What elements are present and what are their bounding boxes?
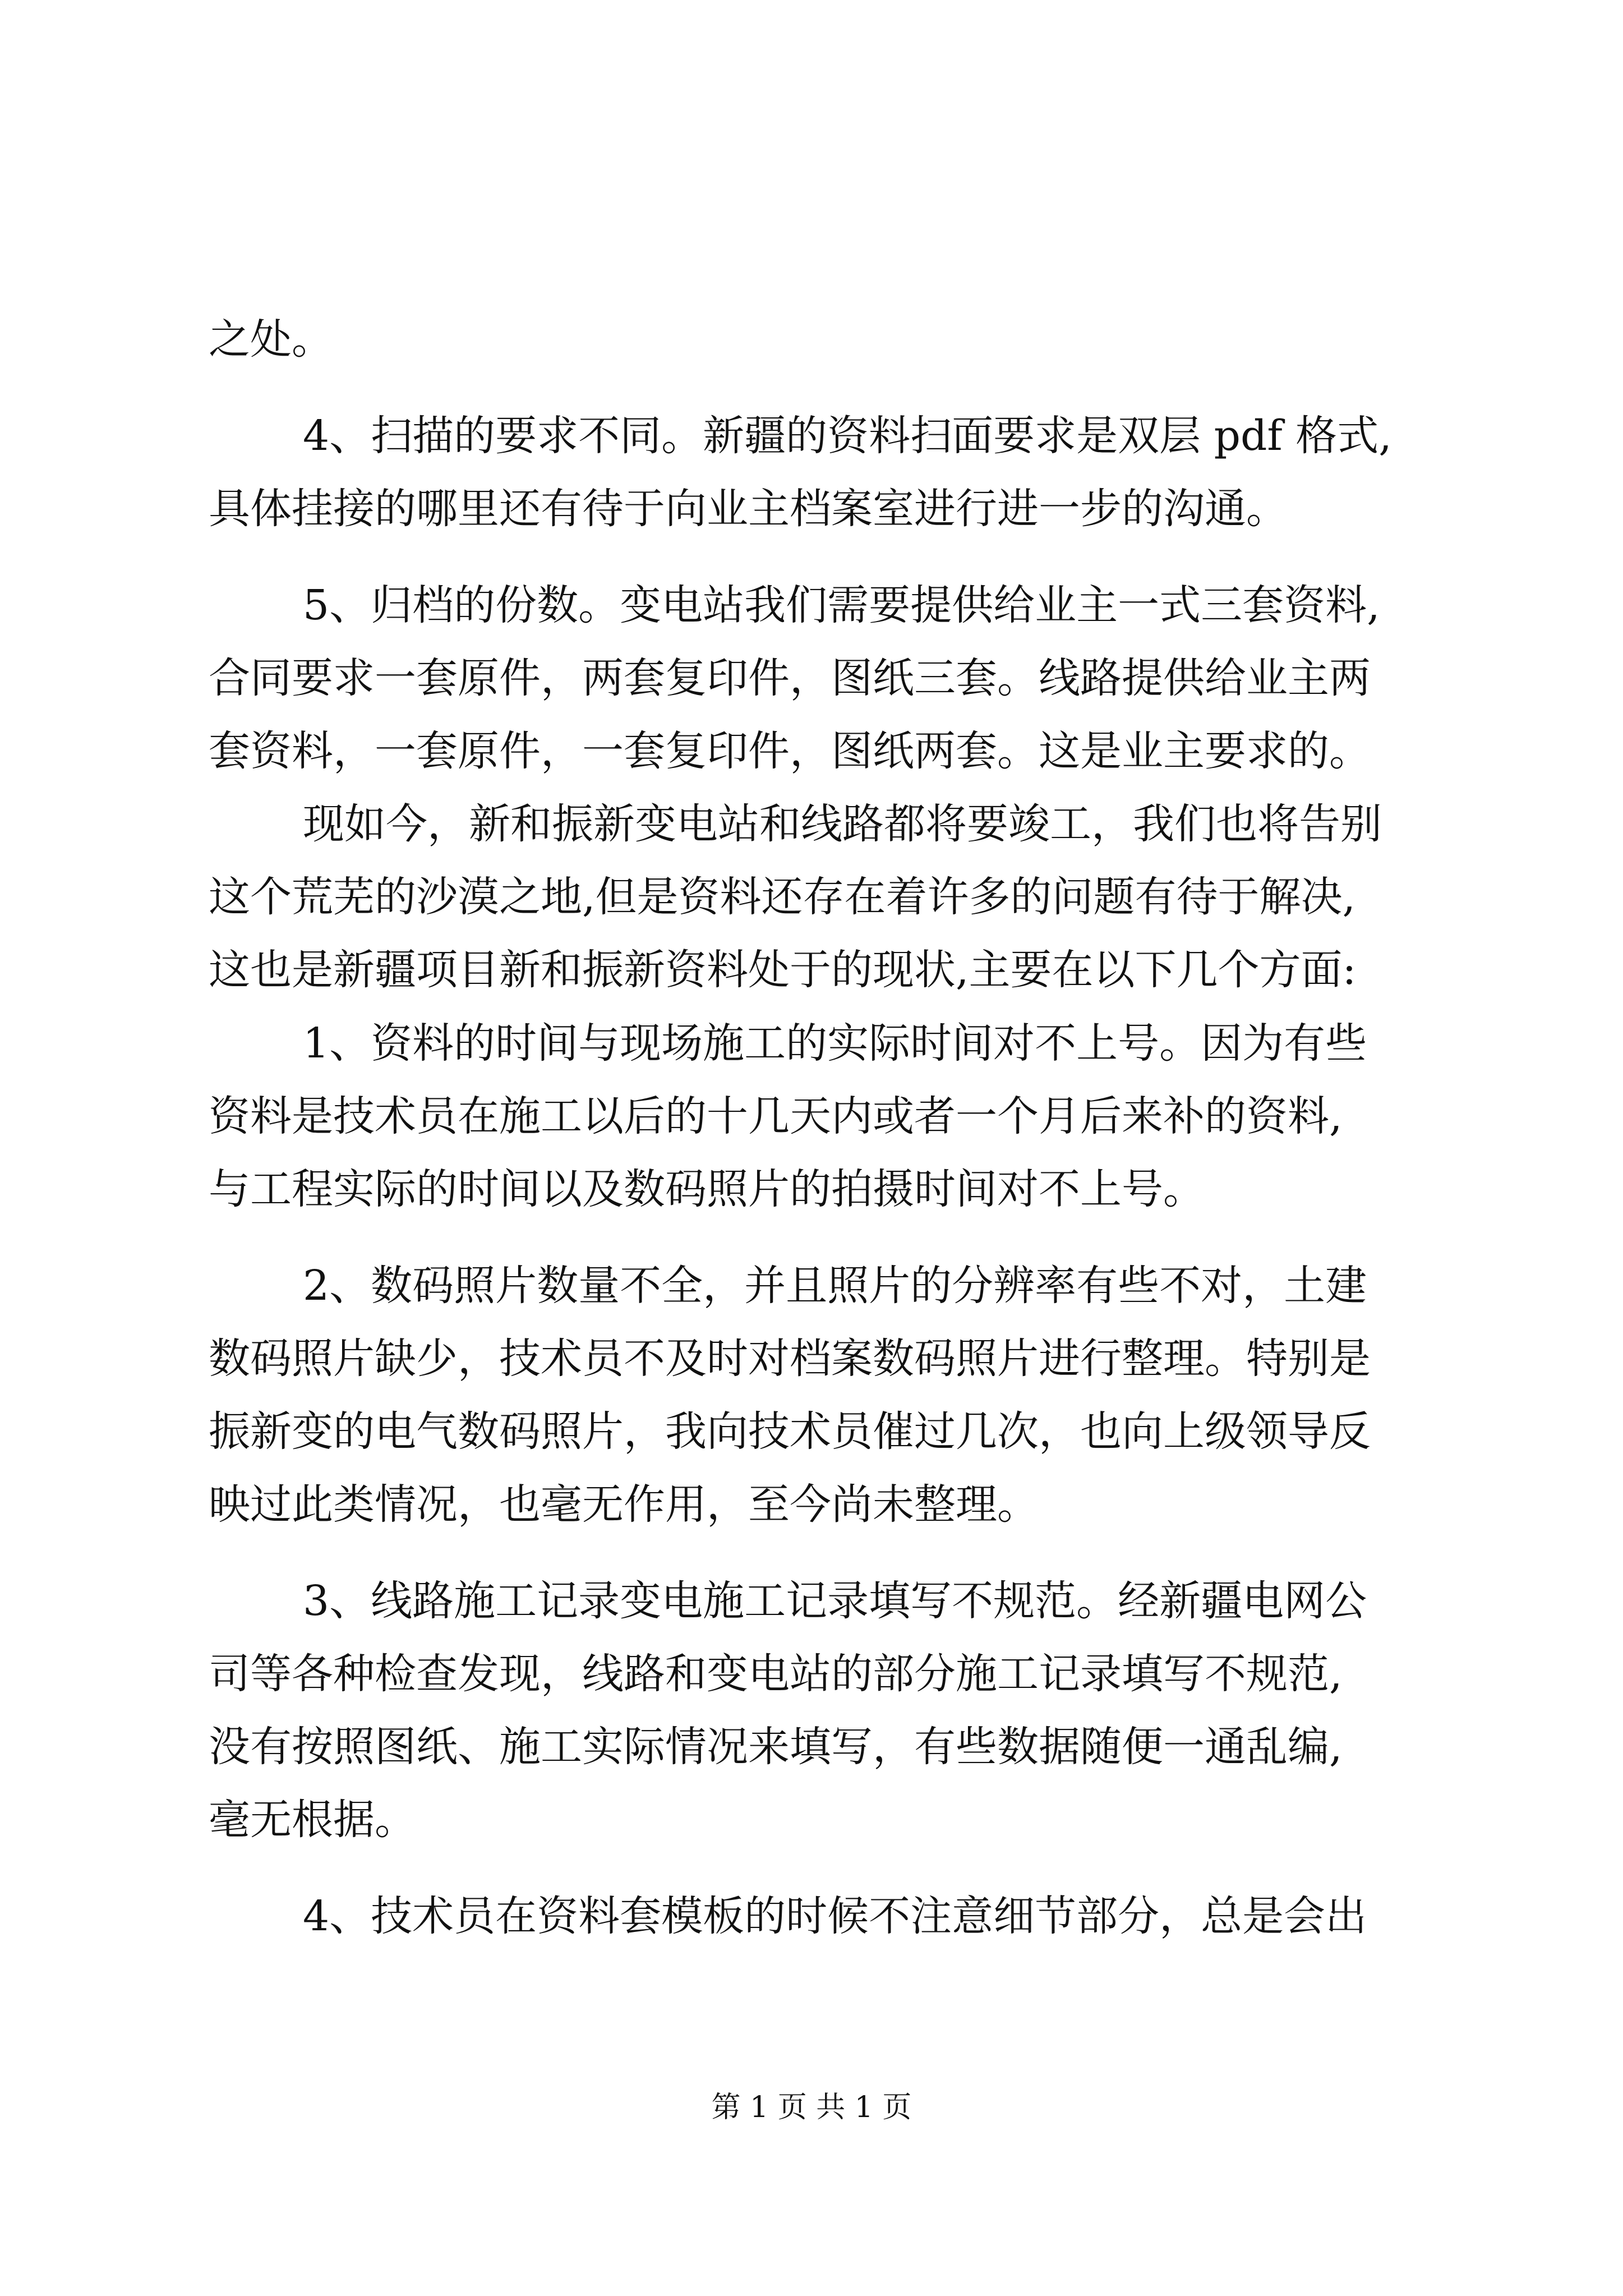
text-line: 具体挂接的哪里还有待于向业主档案室进行进一步的沟通。	[209, 485, 1288, 533]
page-footer: 第 1 页 共 1 页	[711, 2091, 912, 2124]
text-line: 资料是技术员在施工以后的十几天内或者一个月后来补的资料,	[209, 1092, 1343, 1140]
text-line: 这个荒芜的沙漠之地,但是资料还存在着许多的问题有待于解决,	[209, 873, 1356, 921]
text-line: 套资料，一套原件，一套复印件，图纸两套。这是业主要求的。	[209, 727, 1371, 775]
text-line: 1、资料的时间与现场施工的实际时间对不上号。因为有些	[303, 1019, 1367, 1068]
text-line: 司等各种检查发现，线路和变电站的部分施工记录填写不规范,	[209, 1650, 1343, 1698]
text-line: 振新变的电气数码照片，我向技术员催过几次，也向上级领导反	[209, 1407, 1371, 1456]
text-line: 2、数码照片数量不全，并且照片的分辨率有些不对，土建	[303, 1262, 1367, 1310]
text-line: 这也是新疆项目新和振新资料处于的现状,主要在以下几个方面:	[209, 946, 1357, 994]
text-line: 数码照片缺少，技术员不及时对档案数码照片进行整理。特别是	[209, 1335, 1371, 1383]
text-line: 映过此类情况，也毫无作用，至今尚未整理。	[209, 1480, 1039, 1529]
text-line: 5、归档的份数。变电站我们需要提供给业主一式三套资料,	[303, 581, 1380, 629]
text-line: 3、线路施工记录变电施工记录填写不规范。经新疆电网公	[303, 1577, 1367, 1625]
text-line: 毫无根据。	[209, 1796, 416, 1844]
text-line: 现如今，新和振新变电站和线路都将要竣工，我们也将告别	[303, 800, 1382, 848]
text-line: 合同要求一套原件，两套复印件，图纸三套。线路提供给业主两	[209, 654, 1371, 702]
text-line: 4、扫描的要求不同。新疆的资料扫面要求是双层 pdf 格式,	[303, 412, 1392, 460]
text-line: 没有按照图纸、施工实际情况来填写，有些数据随便一通乱编,	[209, 1723, 1343, 1771]
text-line: 之处。	[209, 315, 333, 364]
text-line: 4、技术员在资料套模板的时候不注意细节部分，总是会出	[303, 1892, 1367, 1940]
text-line: 与工程实际的时间以及数码照片的拍摄时间对不上号。	[209, 1165, 1205, 1213]
